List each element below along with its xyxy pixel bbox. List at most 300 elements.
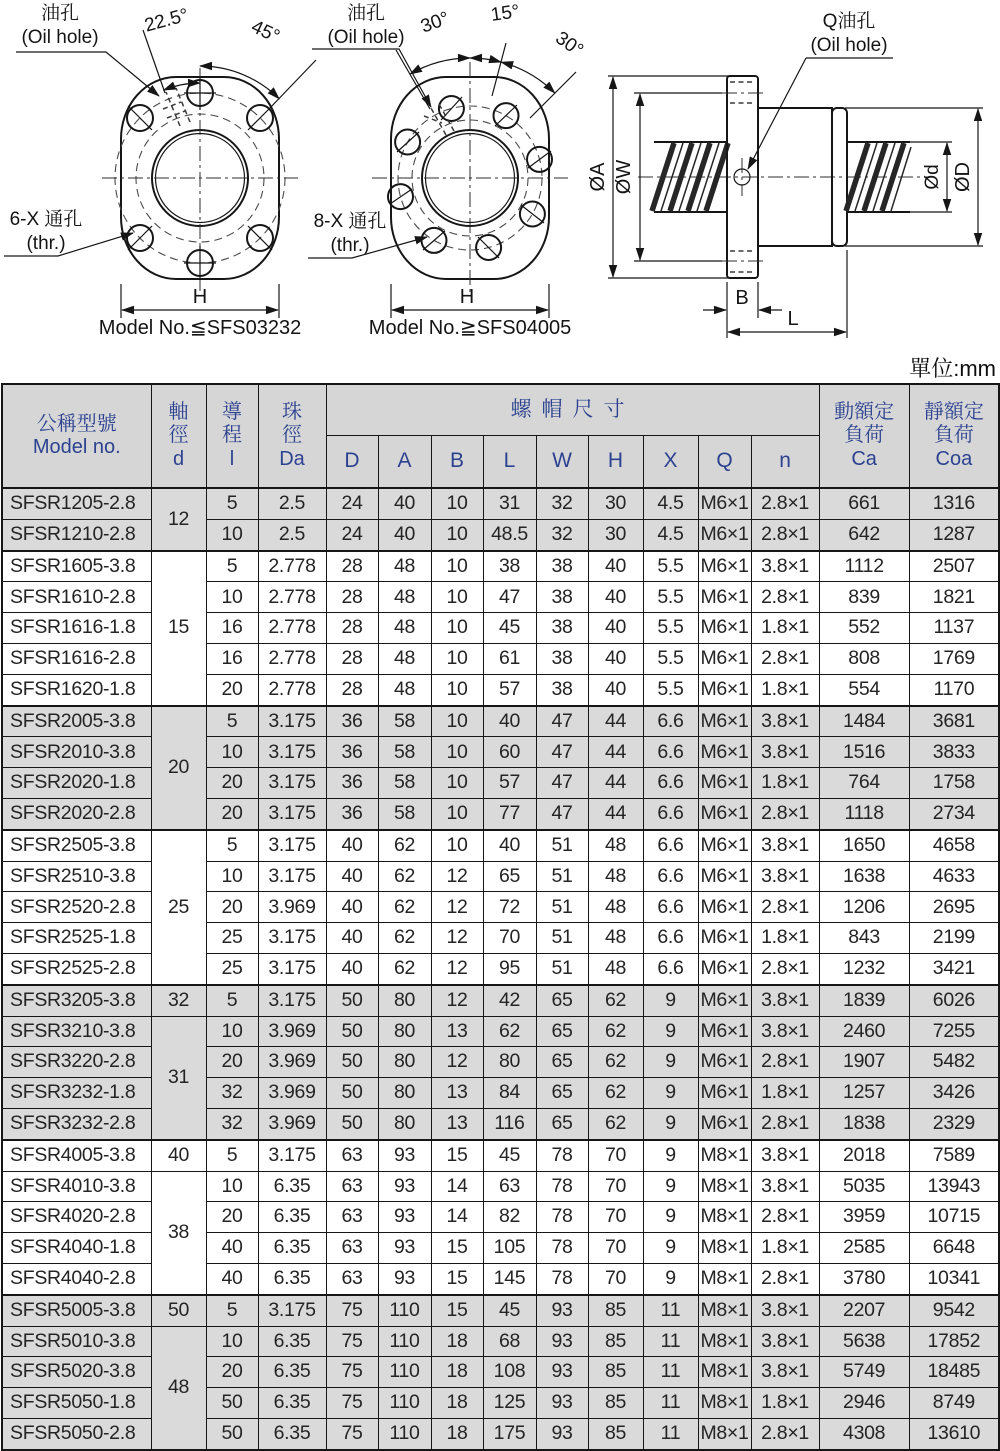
value-cell: 3.8×1	[751, 1295, 819, 1326]
value-cell: 48	[378, 674, 431, 705]
angle-45-label: 45°	[247, 16, 283, 48]
value-cell: 3.8×1	[751, 1357, 819, 1388]
model-cell: SFSR4040-2.8	[2, 1263, 151, 1294]
value-cell: 14	[431, 1202, 483, 1233]
value-cell: 2.5	[258, 488, 326, 519]
value-cell: 15	[431, 1263, 483, 1294]
value-cell: 63	[326, 1263, 378, 1294]
value-cell: 2.8×1	[751, 1047, 819, 1078]
dia-d-label: Ød	[922, 164, 943, 190]
value-cell: 25	[206, 923, 258, 954]
b-dim-label: B	[735, 287, 749, 309]
model-cell: SFSR2525-1.8	[2, 923, 151, 954]
value-cell: 12	[431, 892, 483, 923]
value-cell: 10	[206, 861, 258, 892]
value-cell: 40	[151, 1140, 206, 1171]
value-cell: 4308	[819, 1418, 909, 1449]
spec-table	[1, 383, 1000, 1451]
value-cell: 10	[431, 551, 483, 582]
value-cell: 70	[588, 1171, 643, 1202]
value-cell: 85	[588, 1388, 643, 1419]
value-cell: 10	[206, 519, 258, 550]
value-cell: 48.5	[483, 519, 536, 550]
value-cell: 78	[536, 1233, 588, 1264]
value-cell: 62	[588, 1078, 643, 1109]
value-cell: 15	[151, 551, 206, 706]
col-header-shaft-dia: 軸 徑 d	[151, 384, 206, 488]
value-cell: 9	[643, 1078, 698, 1109]
value-cell: 44	[588, 768, 643, 799]
value-cell: 70	[588, 1202, 643, 1233]
value-cell: 13610	[909, 1418, 999, 1449]
value-cell: 1.8×1	[751, 923, 819, 954]
value-cell: 6.35	[258, 1418, 326, 1449]
value-cell: 3.8×1	[751, 706, 819, 737]
value-cell: 50	[206, 1418, 258, 1449]
svg-text:(thr.): (thr.)	[330, 235, 370, 256]
value-cell: 38	[536, 643, 588, 674]
value-cell: 1112	[819, 551, 909, 582]
value-cell: 5.5	[643, 643, 698, 674]
value-cell: M6×1	[698, 892, 751, 923]
value-cell: 32	[536, 488, 588, 519]
value-cell: 47	[536, 706, 588, 737]
value-cell: 93	[536, 1388, 588, 1419]
value-cell: 48	[588, 892, 643, 923]
value-cell: 11	[643, 1418, 698, 1449]
value-cell: 77	[483, 798, 536, 829]
value-cell: 40	[326, 953, 378, 984]
value-cell: 3.969	[258, 892, 326, 923]
table-row	[2, 1326, 999, 1357]
value-cell: 11	[643, 1357, 698, 1388]
value-cell: 36	[326, 798, 378, 829]
value-cell: 80	[483, 1047, 536, 1078]
model-cell: SFSR4040-1.8	[2, 1233, 151, 1264]
value-cell: 13943	[909, 1171, 999, 1202]
value-cell: 44	[588, 706, 643, 737]
value-cell: 18485	[909, 1357, 999, 1388]
value-cell: 2329	[909, 1108, 999, 1139]
value-cell: 10715	[909, 1202, 999, 1233]
value-cell: M8×1	[698, 1263, 751, 1294]
value-cell: 58	[378, 768, 431, 799]
value-cell: 28	[326, 582, 378, 613]
value-cell: 1257	[819, 1078, 909, 1109]
value-cell: 9	[643, 1202, 698, 1233]
value-cell: 2734	[909, 798, 999, 829]
value-cell: 48	[588, 953, 643, 984]
value-cell: 6648	[909, 1233, 999, 1264]
value-cell: 85	[588, 1357, 643, 1388]
value-cell: 65	[536, 1047, 588, 1078]
value-cell: 18	[431, 1326, 483, 1357]
value-cell: 5749	[819, 1357, 909, 1388]
value-cell: 3681	[909, 706, 999, 737]
value-cell: 10	[431, 519, 483, 550]
value-cell: 40	[326, 923, 378, 954]
value-cell: 3.175	[258, 1295, 326, 1326]
value-cell: 84	[483, 1078, 536, 1109]
oil-hole-mark	[163, 88, 190, 126]
value-cell: 72	[483, 892, 536, 923]
value-cell: 32	[151, 985, 206, 1016]
value-cell: 11	[643, 1388, 698, 1419]
value-cell: 9	[643, 1016, 698, 1047]
value-cell: 38	[151, 1171, 206, 1295]
value-cell: M6×1	[698, 798, 751, 829]
value-cell: 62	[483, 1016, 536, 1047]
table-row	[2, 1140, 999, 1171]
value-cell: 5.5	[643, 613, 698, 644]
h-dim-label: H	[192, 286, 208, 308]
flange-view-8hole	[308, 1, 587, 339]
value-cell: 78	[536, 1263, 588, 1294]
value-cell: M8×1	[698, 1357, 751, 1388]
value-cell: 1232	[819, 953, 909, 984]
value-cell: 50	[326, 1078, 378, 1109]
value-cell: 3.175	[258, 798, 326, 829]
value-cell: 75	[326, 1326, 378, 1357]
value-cell: 40	[378, 519, 431, 550]
model-cell: SFSR5020-3.8	[2, 1357, 151, 1388]
value-cell: M6×1	[698, 923, 751, 954]
value-cell: M6×1	[698, 582, 751, 613]
value-cell: 50	[206, 1388, 258, 1419]
value-cell: 20	[206, 1357, 258, 1388]
value-cell: 50	[326, 1108, 378, 1139]
value-cell: 75	[326, 1295, 378, 1326]
value-cell: 8749	[909, 1388, 999, 1419]
value-cell: 3.8×1	[751, 985, 819, 1016]
value-cell: 32	[206, 1078, 258, 1109]
model-cell: SFSR1620-1.8	[2, 674, 151, 705]
model-cell: SFSR2005-3.8	[2, 706, 151, 737]
value-cell: 20	[206, 1047, 258, 1078]
value-cell: 9	[643, 1140, 698, 1171]
value-cell: 5.5	[643, 674, 698, 705]
value-cell: 50	[326, 1047, 378, 1078]
model-cell: SFSR4010-3.8	[2, 1171, 151, 1202]
value-cell: 2.8×1	[751, 1418, 819, 1449]
value-cell: M8×1	[698, 1326, 751, 1357]
value-cell: 1907	[819, 1047, 909, 1078]
value-cell: 70	[588, 1140, 643, 1171]
value-cell: 93	[378, 1263, 431, 1294]
value-cell: 125	[483, 1388, 536, 1419]
value-cell: 10	[431, 798, 483, 829]
value-cell: 3.8×1	[751, 861, 819, 892]
col-header-L: L	[483, 436, 536, 489]
value-cell: 10	[206, 1326, 258, 1357]
value-cell: 82	[483, 1202, 536, 1233]
value-cell: 58	[378, 706, 431, 737]
value-cell: 47	[536, 798, 588, 829]
value-cell: 6.35	[258, 1326, 326, 1357]
value-cell: 1650	[819, 830, 909, 861]
value-cell: 20	[206, 798, 258, 829]
value-cell: 6.6	[643, 830, 698, 861]
value-cell: 51	[536, 861, 588, 892]
table-row	[2, 985, 999, 1016]
value-cell: M6×1	[698, 519, 751, 550]
oil-hole-label: 油孔	[346, 3, 386, 24]
value-cell: 40	[326, 830, 378, 861]
value-cell: 47	[483, 582, 536, 613]
value-cell: 75	[326, 1357, 378, 1388]
value-cell: 48	[378, 551, 431, 582]
value-cell: 2695	[909, 892, 999, 923]
value-cell: 2207	[819, 1295, 909, 1326]
value-cell: 1316	[909, 488, 999, 519]
value-cell: 110	[378, 1295, 431, 1326]
value-cell: 1287	[909, 519, 999, 550]
col-header-dynamic-load: 動額定 負荷 Ca	[819, 384, 909, 488]
model-cell: SFSR2020-1.8	[2, 768, 151, 799]
value-cell: 7255	[909, 1016, 999, 1047]
value-cell: 3.8×1	[751, 1171, 819, 1202]
value-cell: 36	[326, 768, 378, 799]
value-cell: 15	[431, 1295, 483, 1326]
value-cell: 5.5	[643, 582, 698, 613]
value-cell: 3.969	[258, 1078, 326, 1109]
value-cell: 10341	[909, 1263, 999, 1294]
value-cell: 10	[431, 582, 483, 613]
value-cell: 552	[819, 613, 909, 644]
value-cell: 32	[206, 1108, 258, 1139]
value-cell: M6×1	[698, 861, 751, 892]
table-row	[2, 830, 999, 861]
col-header-X: X	[643, 436, 698, 489]
l-dim-label: L	[787, 308, 799, 330]
model-cell: SFSR2520-2.8	[2, 892, 151, 923]
value-cell: 3.175	[258, 737, 326, 768]
value-cell: 48	[378, 582, 431, 613]
value-cell: 20	[206, 892, 258, 923]
value-cell: 6.6	[643, 737, 698, 768]
value-cell: 30	[588, 519, 643, 550]
value-cell: 2.8×1	[751, 892, 819, 923]
value-cell: 5035	[819, 1171, 909, 1202]
value-cell: 3.175	[258, 830, 326, 861]
value-cell: M6×1	[698, 1078, 751, 1109]
value-cell: 3.8×1	[751, 830, 819, 861]
value-cell: 9	[643, 1233, 698, 1264]
model-cell: SFSR1616-2.8	[2, 643, 151, 674]
table-row	[2, 1171, 999, 1202]
value-cell: 12	[151, 488, 206, 551]
value-cell: 9	[643, 1171, 698, 1202]
value-cell: 38	[536, 582, 588, 613]
value-cell: 3.969	[258, 1016, 326, 1047]
value-cell: M6×1	[698, 985, 751, 1016]
value-cell: 3426	[909, 1078, 999, 1109]
value-cell: M6×1	[698, 551, 751, 582]
value-cell: 5	[206, 830, 258, 861]
value-cell: 93	[378, 1140, 431, 1171]
value-cell: 2.778	[258, 643, 326, 674]
svg-text:(thr.): (thr.)	[26, 233, 66, 254]
value-cell: 78	[536, 1140, 588, 1171]
model-cell: SFSR3205-3.8	[2, 985, 151, 1016]
value-cell: 48	[151, 1326, 206, 1450]
value-cell: 95	[483, 953, 536, 984]
value-cell: 65	[536, 1108, 588, 1139]
model-cell: SFSR3220-2.8	[2, 1047, 151, 1078]
oil-hole-label: 油孔	[40, 3, 80, 24]
value-cell: 57	[483, 768, 536, 799]
value-cell: 4658	[909, 830, 999, 861]
value-cell: 24	[326, 519, 378, 550]
value-cell: 50	[326, 985, 378, 1016]
value-cell: 3.175	[258, 985, 326, 1016]
value-cell: 58	[378, 798, 431, 829]
value-cell: 48	[378, 613, 431, 644]
value-cell: 4.5	[643, 488, 698, 519]
value-cell: 1484	[819, 706, 909, 737]
value-cell: M6×1	[698, 768, 751, 799]
value-cell: 80	[378, 1108, 431, 1139]
value-cell: 93	[536, 1418, 588, 1449]
col-header-A: A	[378, 436, 431, 489]
value-cell: 40	[483, 830, 536, 861]
value-cell: 2199	[909, 923, 999, 954]
value-cell: 78	[536, 1202, 588, 1233]
value-cell: 10	[431, 613, 483, 644]
value-cell: M8×1	[698, 1295, 751, 1326]
value-cell: 6.6	[643, 768, 698, 799]
model-cell: SFSR3232-1.8	[2, 1078, 151, 1109]
value-cell: 45	[483, 613, 536, 644]
value-cell: M6×1	[698, 613, 751, 644]
model-cell: SFSR2525-2.8	[2, 953, 151, 984]
q-oil-hole-label: Q油孔	[822, 11, 876, 32]
value-cell: M6×1	[698, 953, 751, 984]
value-cell: 839	[819, 582, 909, 613]
value-cell: 40	[588, 582, 643, 613]
value-cell: 62	[588, 985, 643, 1016]
value-cell: 18	[431, 1357, 483, 1388]
angle-30-left-label: 30°	[418, 8, 453, 38]
value-cell: 3780	[819, 1263, 909, 1294]
value-cell: 31	[483, 488, 536, 519]
value-cell: 6.6	[643, 798, 698, 829]
value-cell: 40	[588, 613, 643, 644]
col-header-lead: 導 程 l	[206, 384, 258, 488]
value-cell: 661	[819, 488, 909, 519]
value-cell: 80	[378, 985, 431, 1016]
value-cell: 93	[378, 1171, 431, 1202]
value-cell: 65	[536, 985, 588, 1016]
value-cell: 38	[536, 613, 588, 644]
model-cell: SFSR2020-2.8	[2, 798, 151, 829]
value-cell: 2.778	[258, 613, 326, 644]
value-cell: M8×1	[698, 1388, 751, 1419]
model-cell: SFSR5050-1.8	[2, 1388, 151, 1419]
model-range-note: Model No.≦SFS03232	[98, 317, 302, 339]
value-cell: 2.8×1	[751, 953, 819, 984]
model-cell: SFSR5050-2.8	[2, 1418, 151, 1449]
value-cell: 13	[431, 1078, 483, 1109]
value-cell: 80	[378, 1047, 431, 1078]
value-cell: 116	[483, 1108, 536, 1139]
value-cell: 3.8×1	[751, 1140, 819, 1171]
value-cell: 808	[819, 643, 909, 674]
value-cell: 62	[588, 1016, 643, 1047]
table-row	[2, 551, 999, 582]
value-cell: 5	[206, 1295, 258, 1326]
value-cell: 50	[151, 1295, 206, 1326]
value-cell: 764	[819, 768, 909, 799]
value-cell: 10	[206, 1016, 258, 1047]
svg-text:(Oil hole): (Oil hole)	[21, 27, 99, 48]
value-cell: 31	[151, 1016, 206, 1140]
value-cell: 1137	[909, 613, 999, 644]
value-cell: 93	[378, 1233, 431, 1264]
value-cell: 15	[431, 1233, 483, 1264]
value-cell: 44	[588, 737, 643, 768]
value-cell: 25	[151, 830, 206, 985]
value-cell: 13	[431, 1016, 483, 1047]
value-cell: 38	[536, 551, 588, 582]
value-cell: 6.6	[643, 861, 698, 892]
value-cell: 12	[431, 1047, 483, 1078]
value-cell: 9	[643, 1108, 698, 1139]
value-cell: 62	[378, 830, 431, 861]
value-cell: 2.8×1	[751, 582, 819, 613]
value-cell: 30	[588, 488, 643, 519]
model-cell: SFSR5005-3.8	[2, 1295, 151, 1326]
model-cell: SFSR3232-2.8	[2, 1108, 151, 1139]
value-cell: 40	[206, 1233, 258, 1264]
dia-D-label: ØD	[952, 162, 974, 192]
value-cell: 16	[206, 613, 258, 644]
value-cell: 51	[536, 923, 588, 954]
value-cell: 40	[588, 674, 643, 705]
value-cell: 1.8×1	[751, 768, 819, 799]
angle-22-5-label: 22.5°	[142, 4, 191, 37]
value-cell: 15	[431, 1140, 483, 1171]
value-cell: 17852	[909, 1326, 999, 1357]
value-cell: 47	[536, 768, 588, 799]
value-cell: 5.5	[643, 551, 698, 582]
model-cell: SFSR1616-1.8	[2, 613, 151, 644]
value-cell: 61	[483, 643, 536, 674]
svg-text:(Oil hole): (Oil hole)	[810, 35, 888, 56]
value-cell: 2.8×1	[751, 1263, 819, 1294]
value-cell: 10	[431, 706, 483, 737]
value-cell: 62	[378, 892, 431, 923]
value-cell: 75	[326, 1418, 378, 1449]
value-cell: 5	[206, 706, 258, 737]
value-cell: 28	[326, 613, 378, 644]
value-cell: 38	[483, 551, 536, 582]
value-cell: 3.8×1	[751, 1016, 819, 1047]
value-cell: 7589	[909, 1140, 999, 1171]
value-cell: 40	[326, 892, 378, 923]
value-cell: 45	[483, 1295, 536, 1326]
value-cell: 62	[378, 923, 431, 954]
model-cell: SFSR5010-3.8	[2, 1326, 151, 1357]
value-cell: 78	[536, 1171, 588, 1202]
table-row	[2, 488, 999, 519]
value-cell: M8×1	[698, 1202, 751, 1233]
value-cell: 9	[643, 1047, 698, 1078]
unit-label: 單位:mm	[909, 356, 996, 381]
value-cell: 12	[431, 985, 483, 1016]
value-cell: M6×1	[698, 643, 751, 674]
value-cell: 20	[206, 674, 258, 705]
